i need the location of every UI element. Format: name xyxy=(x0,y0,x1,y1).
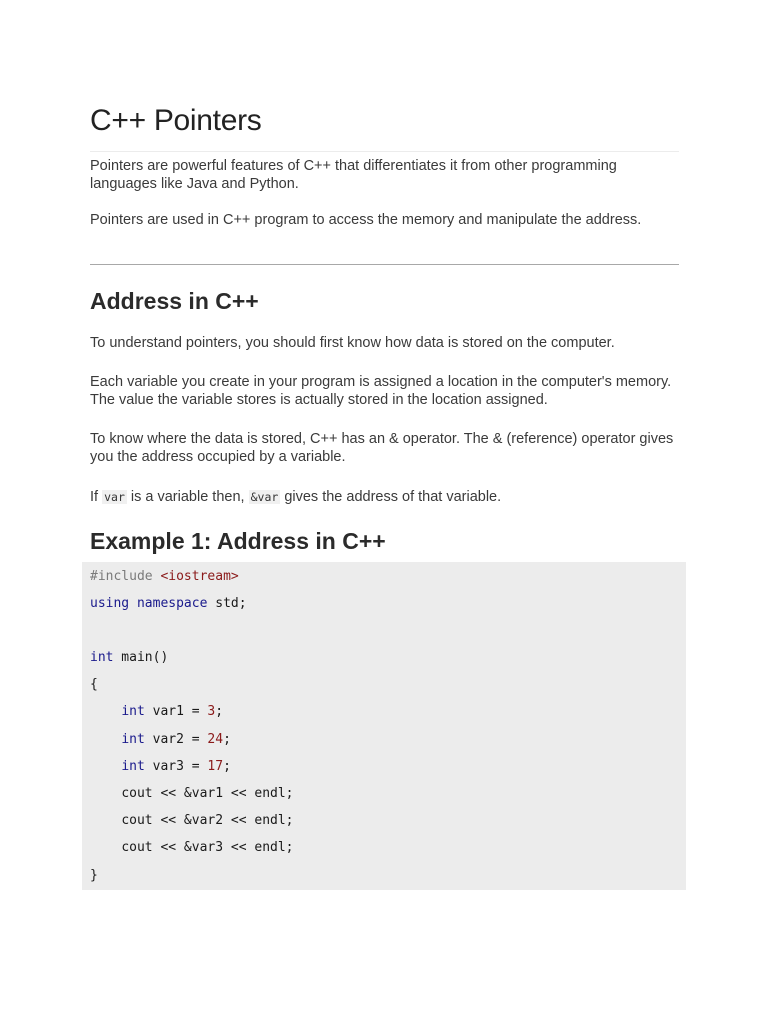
inline-code-var: var xyxy=(104,490,125,504)
address-paragraph-3: To know where the data is stored, C++ has an & operator. The & (reference) operator gives you the address occupied by a variable. xyxy=(90,431,674,465)
code-number: 3 xyxy=(207,704,216,719)
code-line-decl-var1 xyxy=(90,704,223,720)
code-cout-statement: cout << &var2 << endl; xyxy=(121,813,294,828)
code-main-signature: main() xyxy=(113,650,169,665)
address-paragraph-4-suffix: gives the address of that variable. xyxy=(280,489,502,505)
code-namespace-name: std; xyxy=(207,596,247,611)
intro-paragraph-1: Pointers are powerful features of C++ that differentiates it from other programming languages like Java and Python. xyxy=(90,158,617,192)
address-paragraph-4 xyxy=(90,488,680,506)
code-keyword-using: using xyxy=(90,596,130,611)
code-line-cout-var1 xyxy=(90,786,294,802)
code-semicolon: ; xyxy=(223,732,231,747)
code-decl-name: var2 = xyxy=(144,732,208,747)
code-decl-name: var3 = xyxy=(144,759,208,774)
address-paragraph-4-prefix: If xyxy=(90,489,103,505)
code-line-using xyxy=(90,596,247,612)
code-decl-name: var1 = xyxy=(144,704,208,719)
code-keyword-int: int xyxy=(90,650,114,665)
code-header-name: <iostream> xyxy=(160,569,239,584)
code-semicolon: ; xyxy=(223,759,231,774)
section-heading-address: Address in C++ xyxy=(90,288,259,314)
code-keyword-namespace: namespace xyxy=(136,596,208,611)
section-divider xyxy=(90,264,679,265)
code-line-include xyxy=(90,569,239,585)
address-paragraph-1: To understand pointers, you should first know how data is stored on the computer. xyxy=(90,335,615,351)
code-line-cout-var3 xyxy=(90,840,294,856)
code-line-open-brace: { xyxy=(90,677,98,692)
code-keyword-int: int xyxy=(121,704,145,719)
page-title: C++ Pointers xyxy=(90,104,262,137)
address-paragraph-2: Each variable you create in your program is assigned a location in the computer's memory. The value the variable stores is actually stored in the location assigned. xyxy=(90,374,672,408)
intro-paragraph-2: Pointers are used in C++ program to access the memory and manipulate the address. xyxy=(90,212,642,228)
code-line-decl-var3 xyxy=(90,759,231,775)
code-line-main xyxy=(90,650,168,666)
code-number: 17 xyxy=(207,759,224,774)
code-keyword-int: int xyxy=(121,732,145,747)
code-line-cout-var2 xyxy=(90,813,294,829)
code-cout-statement: cout << &var1 << endl; xyxy=(121,786,294,801)
code-keyword-int: int xyxy=(121,759,145,774)
code-line-decl-var2 xyxy=(90,732,231,748)
code-line-close-brace: } xyxy=(90,868,98,883)
code-cout-statement: cout << &var3 << endl; xyxy=(121,840,294,855)
code-number: 24 xyxy=(207,732,224,747)
example-heading: Example 1: Address in C++ xyxy=(90,528,386,554)
inline-code-address-of-var: &var xyxy=(250,490,279,504)
code-semicolon: ; xyxy=(215,704,224,719)
title-divider xyxy=(90,151,679,152)
code-preprocessor: #include xyxy=(90,569,153,584)
address-paragraph-4-middle: is a variable then, xyxy=(126,489,249,505)
